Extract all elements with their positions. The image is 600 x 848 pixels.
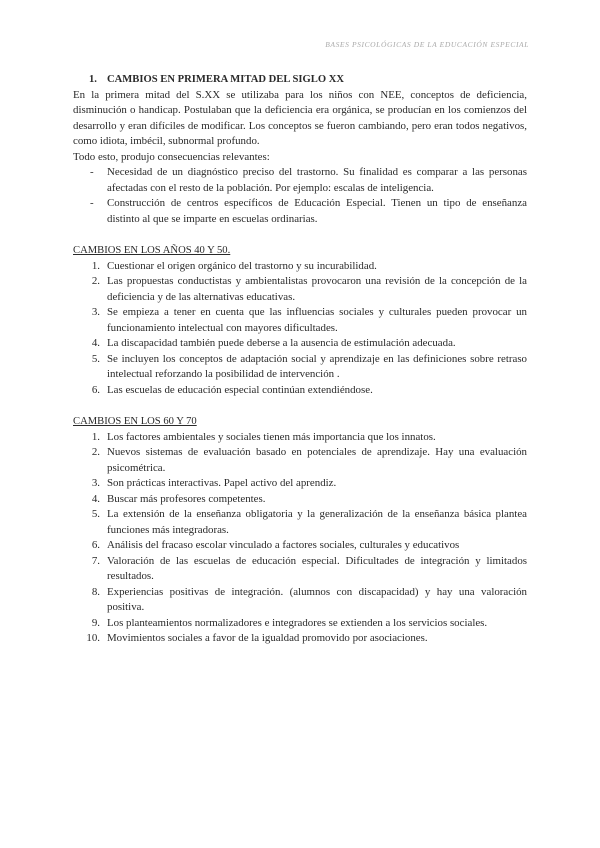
list-item-number: 2. [91, 446, 100, 458]
list-item-number: 8. [91, 585, 100, 598]
section-1-title [73, 72, 527, 88]
list-item-text: Movimientos sociales a favor de la igualdad promovido por asociaciones. [107, 632, 428, 644]
section-3-list [73, 430, 527, 647]
list-item [73, 305, 527, 336]
list-item [73, 352, 527, 383]
list-item-text: Se empieza a tener en cuenta que las influencias sociales y culturales pueden provocar un funcionamiento intelectual con mayores dificultades. [107, 306, 527, 334]
list-item [73, 336, 527, 352]
dash-bullet-icon: - [90, 166, 94, 178]
list-item-text: Los planteamientos normalizadores e integradores se extienden a los servicios sociales. [107, 616, 488, 629]
list-item-text: Son prácticas interactivas. Papel activo del aprendiz. [107, 477, 337, 489]
section-3-heading: CAMBIOS EN LOS 60 Y 70 [73, 416, 197, 427]
list-item-text: Buscar más profesores competentes. [107, 492, 266, 505]
list-item-text: La discapacidad también puede deberse a la ausencia de estimulación adecuada. [107, 337, 456, 349]
section-2-list [73, 259, 527, 399]
list-item-text: Cuestionar el origen orgánico del trastorno y su incurabilidad. [107, 259, 377, 272]
section-1-bullet-list [73, 165, 527, 227]
list-item-text: Análisis del fracaso escolar vinculado a factores sociales, culturales y educativos [107, 539, 460, 551]
bullet-text: Necesidad de un diagnóstico preciso del trastorno. Su finalidad es comparar a las personas afectadas con el resto de la población. Por ejemplo: escalas de inteligencia. [107, 166, 527, 194]
list-item-number: 5. [91, 352, 100, 365]
list-item-number: 4. [91, 337, 100, 349]
section-1-title-text: CAMBIOS EN PRIMERA MITAD DEL SIGLO XX [107, 74, 345, 85]
list-item-number: 5. [91, 508, 100, 520]
dash-bullet-icon: - [90, 197, 94, 209]
list-item [73, 383, 527, 399]
section-1-paragraph: En la primera mitad del S.XX se utilizaba para los niños con NEE, conceptos de deficiencia, disminución o handicap. Postulaban que la deficiencia era orgánica, se producían en los comienzos del desarrollo y eran difíciles de modificar. Los conceptos se fueron cambiando, pero eran todos negativos, como idiota, imbécil, subnormal profundo. [73, 88, 527, 147]
list-item-number: 3. [91, 477, 100, 489]
list-item-text: Experiencias positivas de integración. (alumnos con discapacidad) y hay una valoración positiva. [107, 585, 527, 613]
list-item-text: Se incluyen los conceptos de adaptación social y aprendizaje en las definiciones sobre retraso intelectual reforzando la posibilidad de intervención . [107, 352, 527, 380]
bullet-item [73, 165, 527, 196]
section-1-intro: Todo esto, produjo consecuencias relevantes: [73, 150, 270, 163]
list-item-number: 3. [91, 306, 100, 318]
list-item-number: 7. [91, 554, 100, 567]
list-item [73, 631, 527, 647]
list-item [73, 538, 527, 554]
list-item [73, 476, 527, 492]
list-item-number: 1. [91, 259, 100, 272]
list-item [73, 616, 527, 632]
list-item-number: 2. [91, 275, 100, 287]
list-item [73, 554, 527, 585]
list-item-number: 9. [91, 616, 100, 629]
list-item [73, 492, 527, 508]
page-content [73, 72, 527, 647]
list-item [73, 507, 527, 538]
bullet-text: Construcción de centros específicos de Educación Especial. Tienen un tipo de enseñanza distinto al que se imparte en escuelas ordinarias. [107, 197, 527, 225]
list-item-number: 1. [91, 430, 100, 443]
list-item-text: Los factores ambientales y sociales tienen más importancia que los innatos. [107, 430, 436, 443]
list-item-number: 6. [91, 383, 100, 396]
running-header: BASES PSICOLÓGICAS DE LA EDUCACIÓN ESPECIAL [325, 40, 529, 49]
list-item [73, 585, 527, 616]
list-item-text: Nuevos sistemas de evaluación basado en potenciales de aprendizaje. Hay una evaluación psicométrica. [107, 446, 527, 474]
list-item [73, 259, 527, 275]
list-item-number: 10. [86, 632, 100, 644]
list-item-number: 4. [91, 492, 100, 505]
list-item-text: Valoración de las escuelas de educación especial. Dificultades de integración y limitados resultados. [107, 554, 527, 582]
list-item-text: Las propuestas conductistas y ambientalistas provocaron una revisión de la concepción de la deficiencia y de las alternativas educativas. [107, 275, 527, 303]
list-item [73, 445, 527, 476]
list-item-number: 6. [91, 539, 100, 551]
section-2-heading: CAMBIOS EN LOS AÑOS 40 Y 50. [73, 245, 231, 256]
bullet-item [73, 196, 527, 227]
list-item [73, 274, 527, 305]
list-item-text: La extensión de la enseñanza obligatoria y la generalización de la enseñanza básica plantea funciones más integradoras. [107, 508, 527, 536]
section-1-number: 1. [89, 74, 97, 85]
list-item [73, 430, 527, 446]
list-item-text: Las escuelas de educación especial continúan extendiéndose. [107, 383, 373, 396]
